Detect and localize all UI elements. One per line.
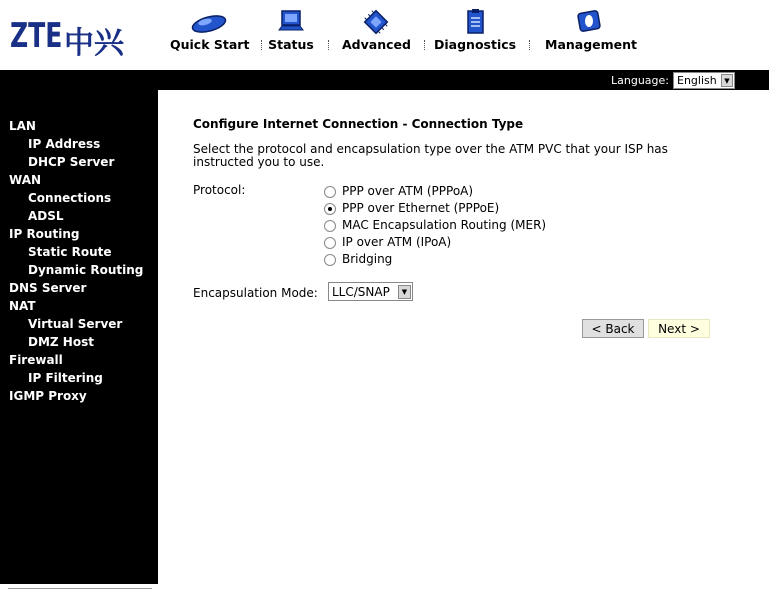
nav-advanced[interactable] [342,8,410,52]
protocol-option-pppoa[interactable] [324,184,473,198]
encapsulation-mode-label: Encapsulation Mode: [193,286,318,300]
nav-label: Advanced [342,37,411,52]
radio-label: Bridging [342,252,393,266]
sidebar-item-dhcp-server[interactable]: DHCP Server [28,155,115,169]
nav-label: Status [268,37,314,52]
back-button[interactable]: < Back [582,319,644,338]
protocol-option-pppoe[interactable] [324,201,499,215]
nav-label: Quick Start [170,37,250,52]
sidebar-item-lan[interactable]: LAN [9,119,36,133]
protocol-option-mer[interactable] [324,218,546,232]
radio-label: IP over ATM (IPoA) [342,235,452,249]
nav-label: Diagnostics [434,37,517,52]
nav-separator [328,40,330,50]
language-select[interactable] [673,72,735,89]
nav-management[interactable] [545,8,638,52]
radio-button[interactable] [324,254,336,266]
language-label: Language: [611,74,669,87]
logo-chinese: 中兴 [64,26,124,61]
chevron-down-icon[interactable]: ▼ [398,285,411,299]
radio-button[interactable] [324,237,336,249]
page-title: Configure Internet Connection - Connection Type [193,117,524,131]
encapsulation-mode-value: LLC/SNAP [332,285,390,299]
sidebar-item-virtual-server[interactable]: Virtual Server [28,317,123,331]
sidebar-item-ip-routing[interactable]: IP Routing [9,227,80,241]
sidebar-item-firewall[interactable]: Firewall [9,353,63,367]
radio-button[interactable] [324,220,336,232]
radio-button[interactable] [324,203,336,215]
sidebar-item-dynamic-routing[interactable]: Dynamic Routing [28,263,144,277]
encapsulation-mode-select[interactable] [328,282,413,301]
protocol-option-bridging[interactable] [324,252,392,266]
radio-label: MAC Encapsulation Routing (MER) [342,218,547,232]
sidebar-item-dmz-host[interactable]: DMZ Host [28,335,94,349]
quick-start-icon [189,8,229,36]
sidebar-item-wan[interactable]: WAN [9,173,42,187]
header [0,0,769,70]
nav-quick-start[interactable] [170,8,248,52]
radio-label: PPP over ATM (PPPoA) [342,184,474,198]
sidebar-item-igmp-proxy[interactable]: IGMP Proxy [9,389,87,403]
diagnostics-icon [460,8,490,36]
sidebar-item-adsl[interactable]: ADSL [28,209,64,223]
sidebar-item-nat[interactable]: NAT [9,299,36,313]
zte-logo [10,16,124,61]
nav-label: Management [545,37,638,52]
status-icon [276,8,306,36]
advanced-icon [361,8,391,36]
radio-button[interactable] [324,186,336,198]
divider [8,588,152,589]
sidebar-item-dns-server[interactable]: DNS Server [9,281,87,295]
management-icon [574,8,604,36]
sidebar-item-ip-address[interactable]: IP Address [28,137,101,151]
nav-separator [261,40,263,50]
language-value: English [677,74,717,87]
sidebar-item-connections[interactable]: Connections [28,191,112,205]
protocol-label: Protocol: [193,183,246,197]
chevron-down-icon[interactable]: ▼ [721,74,733,87]
logo-latin: ZTE [10,16,63,56]
next-button[interactable]: Next > [648,319,710,338]
nav-separator [529,40,531,50]
radio-label: PPP over Ethernet (PPPoE) [342,201,500,215]
nav-separator [424,40,426,50]
nav-status[interactable] [268,8,314,52]
nav-diagnostics[interactable] [434,8,516,52]
page-description: Select the protocol and encapsulation type over the ATM PVC that your ISP has instructed you to use. [193,142,668,169]
sidebar-item-static-route[interactable]: Static Route [28,245,112,259]
protocol-option-ipoa[interactable] [324,235,451,249]
sidebar-item-ip-filtering[interactable]: IP Filtering [28,371,103,385]
